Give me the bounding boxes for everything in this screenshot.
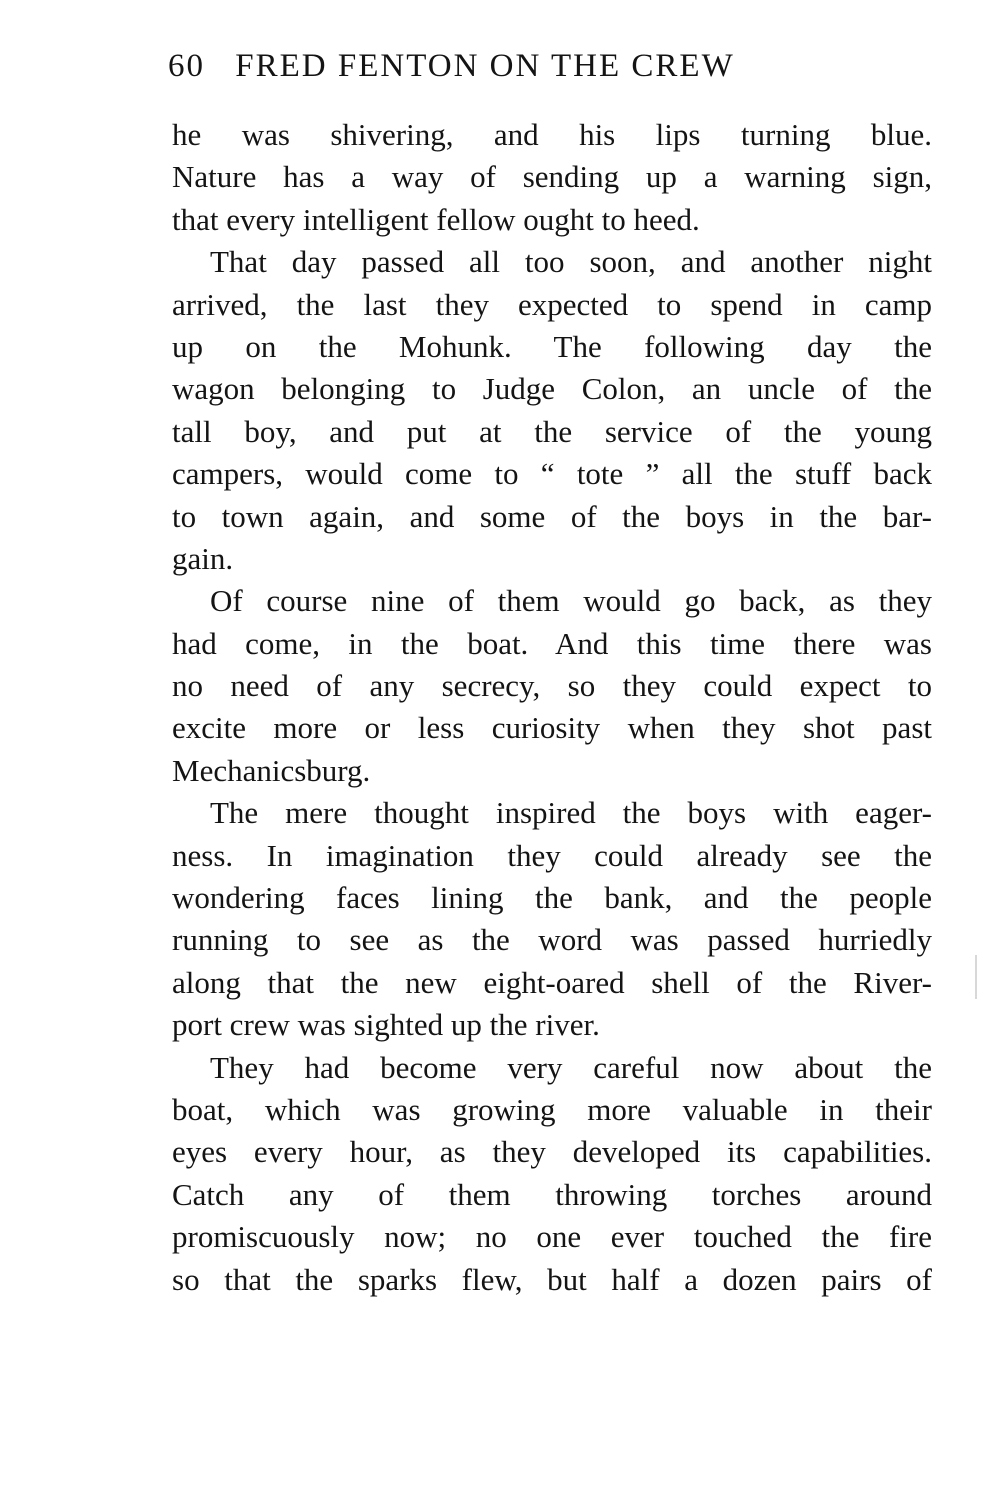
paragraph bbox=[172, 241, 932, 580]
text-line: tall boy, and put at the service of the young bbox=[172, 413, 932, 449]
text-line: That day passed all too soon, and another night bbox=[210, 244, 932, 280]
paragraph bbox=[172, 580, 932, 792]
paragraph bbox=[172, 1047, 932, 1301]
scan-artifact bbox=[975, 955, 977, 999]
text-line: gain. bbox=[172, 540, 234, 576]
text-line: ness. In imagination they could already see the bbox=[172, 837, 932, 873]
text-line: Of course nine of them would go back, as they bbox=[210, 583, 932, 619]
text-line: excite more or less curiosity when they shot past bbox=[172, 710, 932, 746]
text-line: port crew was sighted up the river. bbox=[172, 1007, 600, 1043]
text-line: boat, which was growing more valuable in their bbox=[172, 1091, 932, 1127]
text-line: The mere thought inspired the boys with eager- bbox=[210, 795, 932, 831]
text-line: Nature has a way of sending up a warning sign, bbox=[172, 159, 932, 195]
text-line: along that the new eight-oared shell of the River- bbox=[172, 964, 932, 1000]
text-line: eyes every hour, as they developed its capabilities. bbox=[172, 1134, 932, 1170]
text-line: promiscuously now; no one ever touched the fire bbox=[172, 1219, 932, 1255]
text-line: no need of any secrecy, so they could expect to bbox=[172, 668, 932, 704]
text-line: wagon belonging to Judge Colon, an uncle of the bbox=[172, 371, 932, 407]
paragraph bbox=[172, 792, 932, 1046]
running-header bbox=[168, 48, 928, 98]
text-line: running to see as the word was passed hurriedly bbox=[172, 922, 932, 958]
text-line: up on the Mohunk. The following day the bbox=[172, 328, 932, 364]
text-line: to town again, and some of the boys in the bar- bbox=[172, 498, 932, 534]
body-text bbox=[172, 114, 932, 1301]
text-line: wondering faces lining the bank, and the people bbox=[172, 880, 932, 916]
text-line: Mechanicsburg. bbox=[172, 752, 371, 788]
page-number: 60 bbox=[168, 48, 205, 84]
text-line: arrived, the last they expected to spend in camp bbox=[172, 286, 932, 322]
book-title: FRED FENTON ON THE CREW bbox=[235, 48, 735, 84]
text-line: campers, would come to “ tote ” all the stuff back bbox=[172, 456, 932, 492]
text-line: so that the sparks flew, but half a dozen pairs of bbox=[172, 1261, 932, 1297]
text-line: Catch any of them throwing torches around bbox=[172, 1176, 932, 1212]
text-line: that every intelligent fellow ought to heed. bbox=[172, 201, 700, 237]
paragraph bbox=[172, 114, 932, 241]
text-line: had come, in the boat. And this time there was bbox=[172, 625, 932, 661]
text-line: They had become very careful now about the bbox=[210, 1049, 932, 1085]
text-line: he was shivering, and his lips turning blue. bbox=[172, 117, 932, 152]
